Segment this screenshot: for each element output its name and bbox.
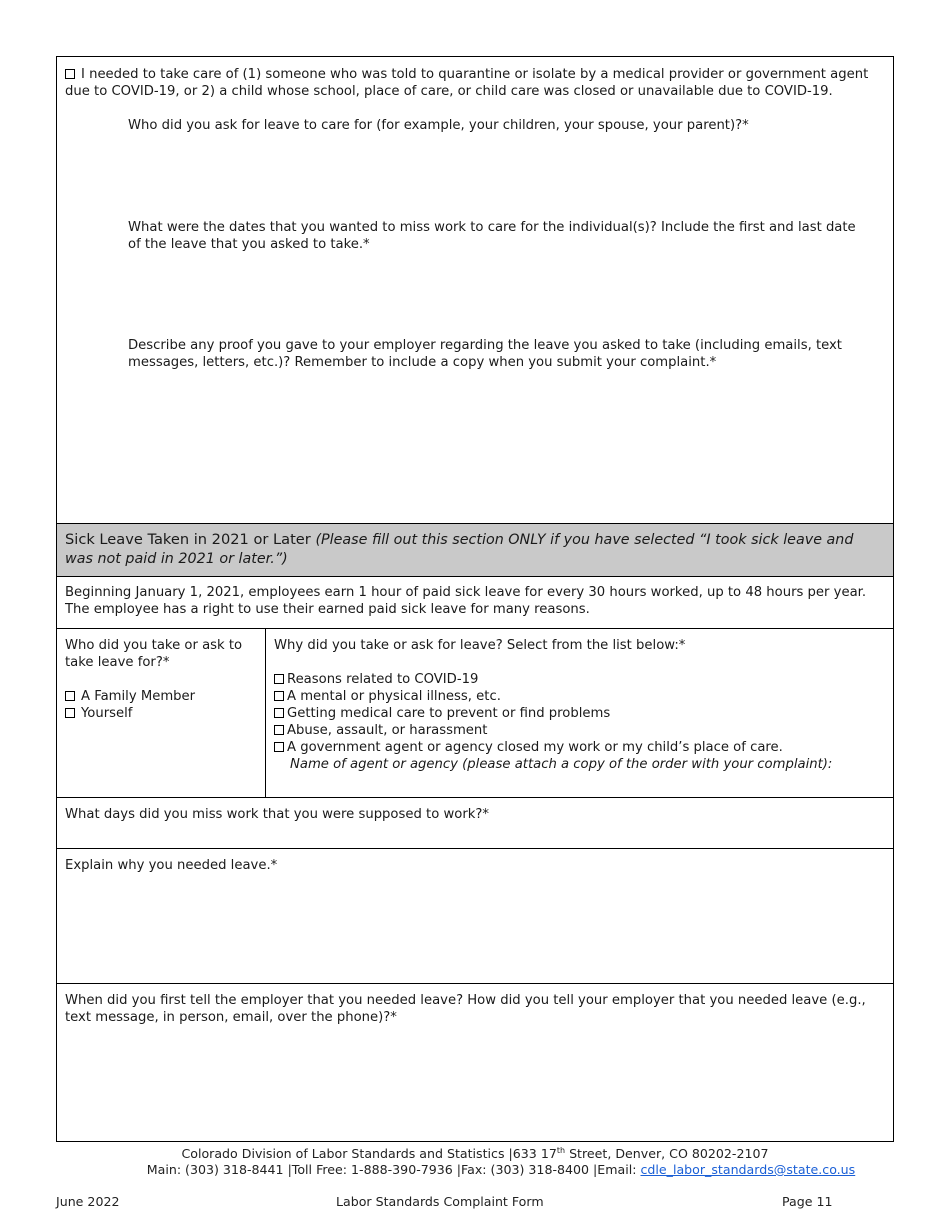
answer-who-cared-for[interactable]	[128, 134, 865, 219]
question-who-cared-for: Who did you ask for leave to care for (for example, your children, your spouse, your parent)?*	[128, 118, 749, 133]
covid-care-section	[57, 57, 893, 524]
option-yourself: Yourself	[65, 705, 257, 722]
email-link[interactable]: cdle_labor_standards@state.co.us	[640, 1162, 856, 1177]
covid-care-option	[65, 66, 885, 100]
footer-contact: Main: (303) 318-8441 |Toll Free: 1-888-390-7936 |Fax: (303) 318-8400 |Email: cdle_labor_standards@state.co.us	[146, 1162, 856, 1177]
sick-leave-intro-text: Beginning January 1, 2021, employees earn 1 hour of paid sick leave for every 30 hours worked, up to 48 hours per year. The employee has a right to use their earned paid sick leave for many reasons.	[65, 585, 867, 617]
question-leave-reason: Why did you take or ask for leave? Select from the list below:*	[274, 638, 686, 653]
notify-employer-section[interactable]	[57, 984, 893, 1141]
reason-option-abuse: Abuse, assault, or harassment	[274, 722, 885, 739]
family-member-checkbox[interactable]	[65, 691, 75, 701]
footer-date: June 2022	[56, 1194, 120, 1209]
question-explain-leave: Explain why you needed leave.*	[65, 858, 278, 873]
question-notify-employer: When did you first tell the employer that you needed leave? How did you tell your employer that you needed leave (e.g., text message, in person, email, over the phone)?*	[65, 993, 866, 1025]
reason-option-government-closure: A government agent or agency closed my work or my child’s place of care.	[274, 739, 885, 756]
question-leave-for: Who did you take or ask to take leave for?*	[65, 638, 243, 670]
sick-leave-intro	[57, 577, 893, 629]
footer-page-number: Page 11	[782, 1194, 833, 1209]
reason-option-illness: A mental or physical illness, etc.	[274, 688, 885, 705]
reason-medical-care-checkbox[interactable]	[274, 708, 284, 718]
question-days-missed: What days did you miss work that you were supposed to work?*	[65, 807, 489, 822]
leave-for-column	[57, 629, 266, 797]
reason-option-medical-care: Getting medical care to prevent or find problems	[274, 705, 885, 722]
sick-leave-note: (Please fill out this section ONLY if you have selected “I took sick leave and was not paid in 2021 or later.”)	[65, 532, 854, 567]
sick-leave-title: Sick Leave Taken in 2021 or Later	[65, 531, 316, 548]
reason-abuse-checkbox[interactable]	[274, 725, 284, 735]
answer-leave-dates[interactable]	[128, 253, 865, 337]
reason-government-closure-checkbox[interactable]	[274, 742, 284, 752]
option-family-member: A Family Member	[65, 688, 257, 705]
reason-option-covid: Reasons related to COVID-19	[274, 671, 885, 688]
leave-reason-row	[57, 629, 893, 798]
leave-reason-column	[266, 629, 893, 797]
yourself-checkbox[interactable]	[65, 708, 75, 718]
covid-care-checkbox[interactable]	[65, 69, 75, 79]
footer-form-name: Labor Standards Complaint Form	[336, 1194, 544, 1209]
reason-covid-checkbox[interactable]	[274, 674, 284, 684]
complaint-form-page	[56, 56, 894, 1142]
days-missed-section[interactable]	[57, 798, 893, 849]
covid-care-option-label: I needed to take care of (1) someone who was told to quarantine or isolate by a medical provider or government agent due to COVID-19, or 2) a child whose school, place of care, or child care was closed or unavailable due to COVID-19.	[65, 67, 869, 99]
question-leave-dates: What were the dates that you wanted to miss work to care for the individual(s)? Include the first and last date of the leave that you asked to take.*	[128, 220, 856, 252]
footer-address: Colorado Division of Labor Standards and Statistics |633 17th Street, Denver, CO 80202-2107	[181, 1146, 769, 1162]
reason-illness-checkbox[interactable]	[274, 691, 284, 701]
answer-proof[interactable]	[128, 371, 865, 471]
question-proof: Describe any proof you gave to your employer regarding the leave you asked to take (including emails, text messages, letters, etc.)? Remember to include a copy when you submit your complaint.*	[128, 338, 842, 370]
sick-leave-section-header	[57, 524, 893, 577]
explain-leave-section[interactable]	[57, 849, 893, 984]
agency-name-prompt: Name of agent or agency (please attach a copy of the order with your complaint):	[290, 757, 833, 772]
